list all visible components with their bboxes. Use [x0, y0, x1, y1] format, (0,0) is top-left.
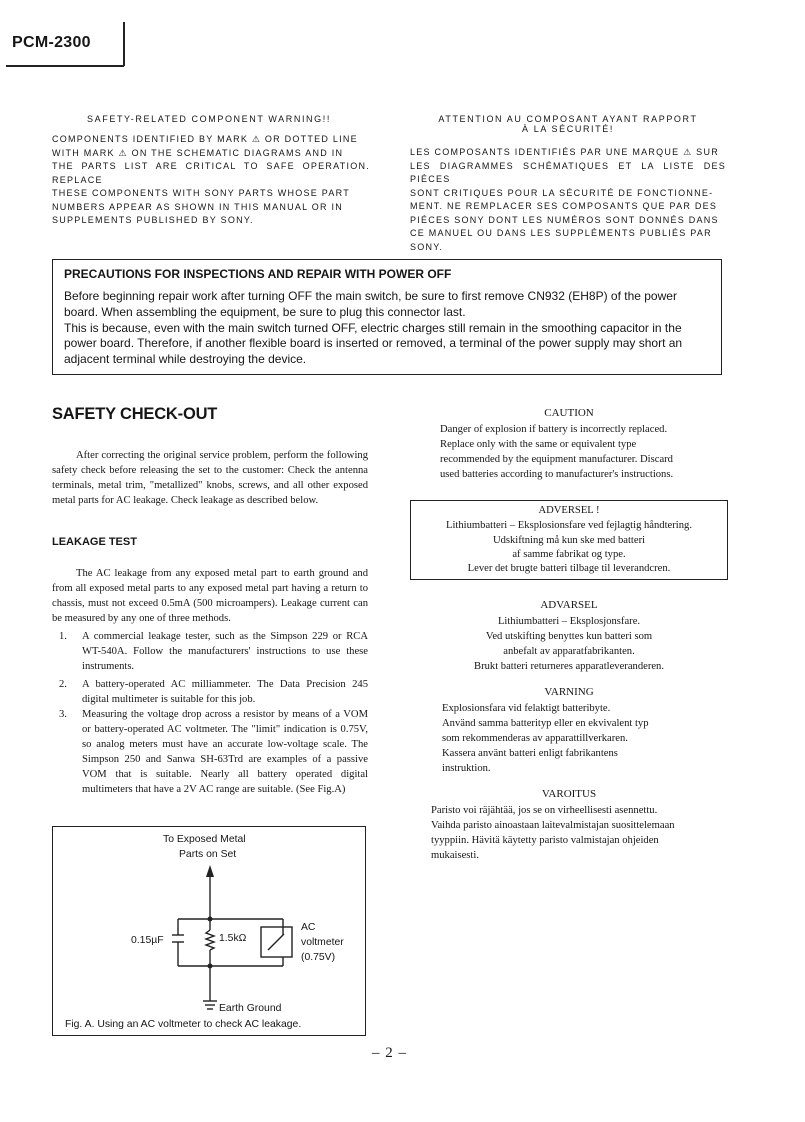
- varoitus-line: tyyppiin. Hävitä käytetty paristo valmistajan ohjeiden: [431, 835, 659, 846]
- adversel-line: af samme fabrikat og type.: [512, 549, 626, 560]
- page-number: – 2 –: [372, 1045, 407, 1061]
- varning-body: [442, 701, 722, 776]
- varoitus-line: Vaihda paristo ainoastaan laitevalmistajan suosittelemaan: [431, 820, 675, 831]
- figure-top-label: To Exposed Metal: [163, 834, 246, 845]
- caution-line: Replace only with the same or equivalent type: [440, 439, 637, 450]
- header-divider: [123, 22, 125, 66]
- resistor-zigzag: [206, 930, 214, 950]
- method-number: 2.: [59, 679, 67, 690]
- caution-body: [440, 422, 698, 482]
- ground-label: Earth Ground: [219, 1003, 282, 1014]
- probe-arrow: [206, 865, 214, 877]
- advarsel-line: Brukt batteri returneres apparatleveranderen.: [474, 661, 664, 672]
- varning-title: VARNING: [544, 686, 594, 698]
- warning-line: NUMBERS APPEAR AS SHOWN IN THIS MANUAL OR IN: [52, 201, 344, 212]
- warning-fr-line: SONT CRITIQUES POUR LA SÉCURITÉ DE FONCTIONNE-: [410, 187, 714, 198]
- leakage-figure: [52, 826, 366, 1036]
- safety-warning-body: [52, 133, 370, 228]
- safety-checkout-title: SAFETY CHECK-OUT: [52, 405, 218, 423]
- warning-fr-line: CE MANUEL OU DANS LES SUPPLÉMENTS PUBLIÉS PAR: [410, 228, 712, 238]
- method-number: 3.: [59, 709, 67, 720]
- warning-line: THESE COMPONENTS WITH SONY PARTS WHOSE PART: [52, 188, 350, 198]
- adversel-box: [410, 500, 728, 580]
- varning-line: Kassera använt batteri enligt fabrikantens: [442, 748, 618, 759]
- varoitus-title: VAROITUS: [541, 788, 597, 800]
- adversel-line: Lever det brugte batteri tilbage til leverandcren.: [467, 563, 671, 574]
- varning-line: Använd samma batterityp eller en ekvivalent typ: [442, 718, 649, 729]
- method-text: Measuring the voltage drop across a resistor by means of a VOM or battery-operated AC voltmeter. The "limit" indication is 0.75V, so analog meters must have an accurate low-voltage scale. The Simpson 250 and Sanwa SH-63Trd are examples of a passive VOM that is suitable. Nearly all battery operated digital multimeters that have a 2V AC range are suitable. (See Fig.A): [82, 709, 368, 795]
- warning-line: SUPPLEMENTS PUBLISHED BY SONY.: [52, 215, 254, 225]
- precaution-box: [52, 259, 722, 375]
- caution-line: recommended by the equipment manufacturer. Discard: [440, 454, 673, 465]
- warning-fr-line: SONY.: [410, 241, 444, 252]
- resistor-label: 1.5kΩ: [219, 933, 247, 944]
- advarsel-body: [410, 614, 728, 674]
- warning-line: WITH MARK ⚠ ON THE SCHEMATIC DIAGRAMS AND IN: [52, 147, 344, 158]
- caution-line: Danger of explosion if battery is incorrectly replaced.: [440, 424, 668, 435]
- safety-warning-fr-title: [410, 114, 726, 134]
- advarsel-line: Lithiumbatteri – Eksplosjonsfare.: [497, 616, 641, 627]
- model-header: [0, 22, 124, 66]
- caution-line: used batteries according to manufacturer's instructions.: [440, 469, 674, 480]
- model-number: PCM-2300: [12, 34, 91, 51]
- voltmeter-needle: [268, 934, 284, 950]
- adversel-line: Lithiumbatteri – Eksplosionsfare ved fejlagtig håndtering.: [446, 520, 692, 531]
- precaution-body: [64, 289, 714, 368]
- leakage-test-title: LEAKAGE TEST: [52, 536, 137, 548]
- method-text: A battery-operated AC milliammeter. The Data Precision 245 digital multimeter is suitable for this job.: [82, 679, 368, 705]
- warning-line: COMPONENTS IDENTIFIED BY MARK ⚠ OR DOTTED LINE: [52, 134, 358, 144]
- voltmeter-label: (0.75V): [301, 952, 336, 963]
- precaution-title: PRECAUTIONS FOR INSPECTIONS AND REPAIR WITH POWER OFF: [64, 267, 452, 281]
- varning-line: instruktion.: [442, 763, 491, 774]
- header-underline: [6, 65, 124, 67]
- voltmeter-label: AC: [301, 922, 316, 933]
- figure-top-label: Parts on Set: [179, 849, 237, 860]
- warning-fr-line: MENT. NE REMPLACER SES COMPOSANTS QUE PAR DES: [410, 201, 718, 211]
- safety-warning-title: SAFETY-RELATED COMPONENT WARNING!!: [87, 114, 331, 124]
- warning-fr-line: PIÉCES SONY DONT LES NUMÉROS SONT DONNÉS DANS: [410, 214, 719, 225]
- adversel-line: Udskiftning må kun ske med batteri: [492, 535, 646, 546]
- leakage-test-body: The AC leakage from any exposed metal part to earth ground and from all exposed metal parts to any exposed metal part having a return to chassis, must not exceed 0.5mA (500 microampers). Leakage current can be measured by any one of three methods.: [52, 568, 368, 624]
- warning-fr-line: LES COMPOSANTS IDENTIFIÉS PAR UNE MARQUE ⚠ SUR: [410, 147, 719, 157]
- precaution-paragraph: Before beginning repair work after turning OFF the main switch, be sure to first remove CN932 (EH8P) of the power board. When assembling the equipment, be sure to plug this connector last.: [64, 289, 677, 319]
- warning-line: THE PARTS LIST ARE CRITICAL TO SAFE OPERATION. REPLACE: [52, 161, 370, 185]
- figure-caption: Fig. A. Using an AC voltmeter to check AC leakage.: [65, 1019, 302, 1030]
- advarsel-title: ADVARSEL: [540, 599, 598, 611]
- warning-fr-line: LES DIAGRAMMES SCHÉMATIQUES ET LA LISTE DES PIÉCES: [410, 160, 726, 184]
- warning-fr-title-line: ATTENTION AU COMPOSANT AYANT RAPPORT: [438, 114, 698, 124]
- precaution-paragraph: This is because, even with the main switch turned OFF, electric charges still remain in the smoothing capacitor in the power board. Therefore, if another flexible board is inserted or removed, a terminal of the power supply may short an adjacent terminal while destroying the device.: [64, 320, 683, 367]
- warning-fr-title-line: À LA SÉCURITÉ!: [522, 124, 614, 134]
- voltmeter-label: voltmeter: [301, 937, 344, 948]
- varoitus-line: mukaisesti.: [431, 850, 479, 861]
- caution-title: CAUTION: [544, 407, 594, 419]
- advarsel-line: anbefalt av apparatfabrikanten.: [503, 646, 635, 657]
- varning-line: som rekommenderas av apparattillverkaren.: [442, 733, 628, 744]
- varoitus-body: [431, 803, 731, 863]
- adversel-title: ADVERSEL !: [538, 505, 600, 516]
- varning-line: Explosionsfara vid felaktigt batteribyte.: [442, 703, 611, 714]
- capacitor-label: 0.15µF: [131, 935, 164, 946]
- method-text: A commercial leakage tester, such as the Simpson 229 or RCA WT-540A. Follow the manufacturers' instructions to use these instruments.: [82, 631, 368, 672]
- safety-checkout-intro: After correcting the original service problem, perform the following safety check before releasing the set to the customer: Check the antenna terminals, metal trim, "metallized" knobs, screws, and all other exposed metal parts for AC leakage. Check leakage as described below.: [52, 450, 368, 506]
- method-number: 1.: [59, 631, 67, 642]
- junction-dot: [208, 917, 212, 921]
- safety-warning-fr-body: [410, 146, 726, 254]
- varoitus-line: Paristo voi räjähtää, jos se on virheellisesti asennettu.: [431, 805, 658, 816]
- advarsel-line: Ved utskifting benyttes kun batteri som: [485, 631, 653, 642]
